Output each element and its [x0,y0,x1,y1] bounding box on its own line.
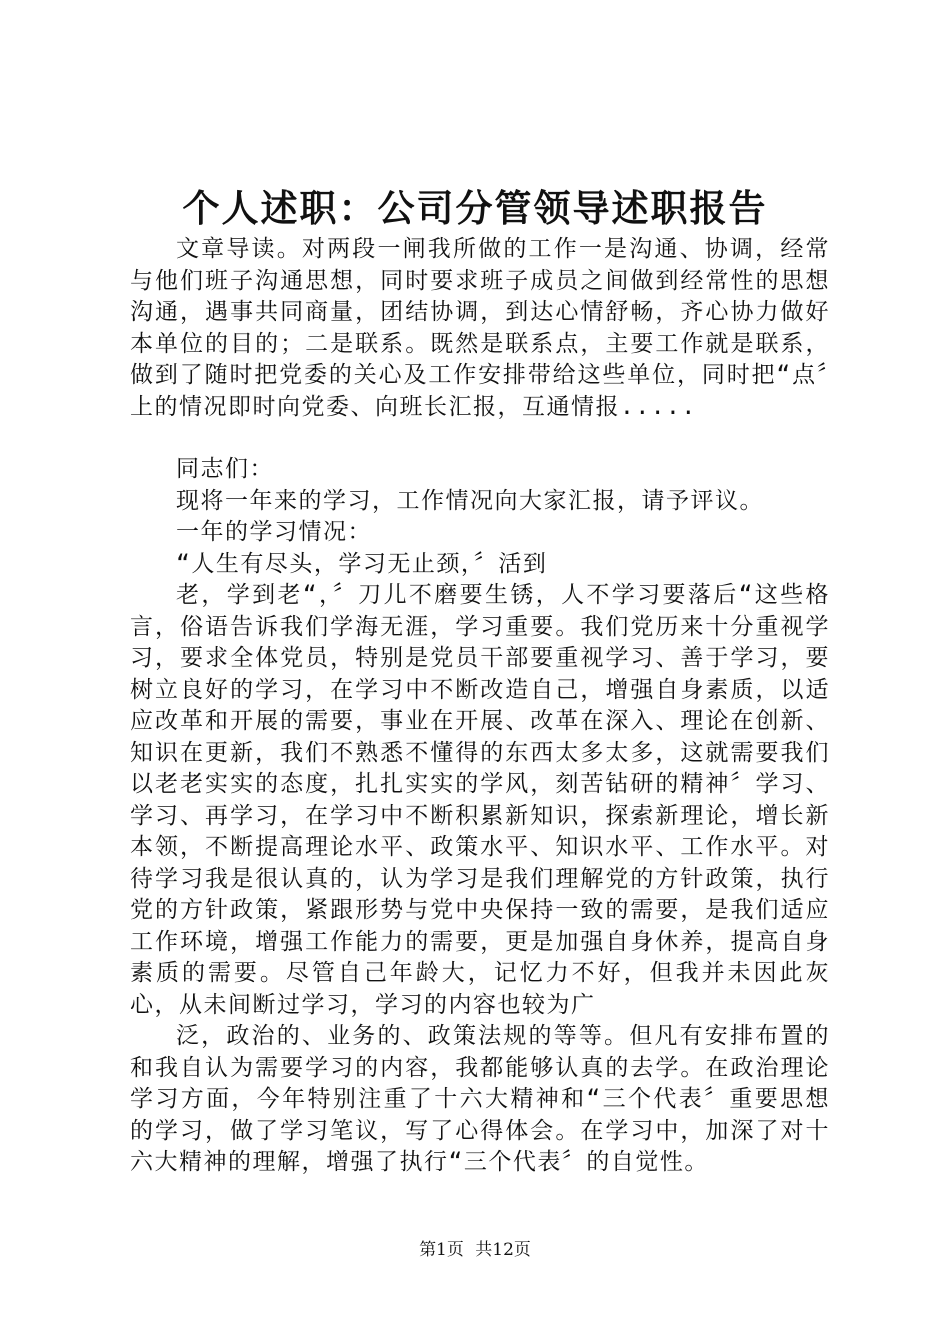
paragraph-opening: 现将一年来的学习，工作情况向大家汇报，请予评议。 [176,487,764,514]
paragraph-study: 老，学到老“，〞刀儿不磨要生锈，人不学习要落后“这些格言，俗语告诉我们学海无涯，学习重要。我们党历来十分重视学习，要求全体党员，特别是党员干部要重视学习、善于学习，要树立良好的学习，在学习中不断改造自己，增强自身素质，以适应改革和开展的需要，事业在开展、改革在深入、理论在创新、知识在更新，我们不熟悉不懂得的东西太多太多，这就需要我们以老老实实的态度，扎扎实实的学风，刻苦钻研的精神〞学习、学习、再学习，在学习中不断积累新知识，探索新理论，增长新本领，不断提高理论水平、政策水平、知识水平、工作水平。对待学习我是很认真的，认为学习是我们理解党的方针政策，执行党的方针政策，紧跟形势与党中央保持一致的需要，是我们适应工作环境，增强工作能力的需要，更是加强自身休养，提高自身素质的需要。尽管自己年龄大，记忆力不好，但我并未因此灰心，从未间断过学习，学习的内容也较为广 [130,582,830,1018]
document-title: 个人述职：公司分管领导述职报告 [182,186,768,230]
document-body [130,234,830,1179]
paragraph-intro: 文章导读。对两段一闸我所做的工作一是沟通、协调，经常与他们班子沟通思想，同时要求班子成员之间做到经常性的思想沟通，遇事共同商量，团结协调，到达心情舒畅，齐心协力做好本单位的目的；二是联系。既然是联系点，主要工作就是联系，做到了随时把党委的关心及工作安排带给这些单位，同时把“点〞上的情况即时向党委、向班长汇报，互通情报..... [130,236,830,420]
paragraph-study-continued: 泛，政治的、业务的、政策法规的等等。但凡有安排布置的和我自认为需要学习的内容，我都能够认真的去学。在政治理论学习方面，今年特别注重了十六大精神和“三个代表〞重要思想的学习，做了学习笔议，写了心得体会。在学习中，加深了对十六大精神的理解，增强了执行“三个代表〞的自觉性。 [130,1023,830,1175]
paragraph-quote: “人生有尽头，学习无止颈，〞活到 [176,550,548,577]
paragraph-salutation: 同志们： [176,456,274,482]
page-number: 第1页 [419,1240,464,1260]
page-footer [0,1238,950,1262]
page-total: 共12页 [475,1240,531,1260]
paragraph-section-heading: 一年的学习情况： [176,519,372,545]
